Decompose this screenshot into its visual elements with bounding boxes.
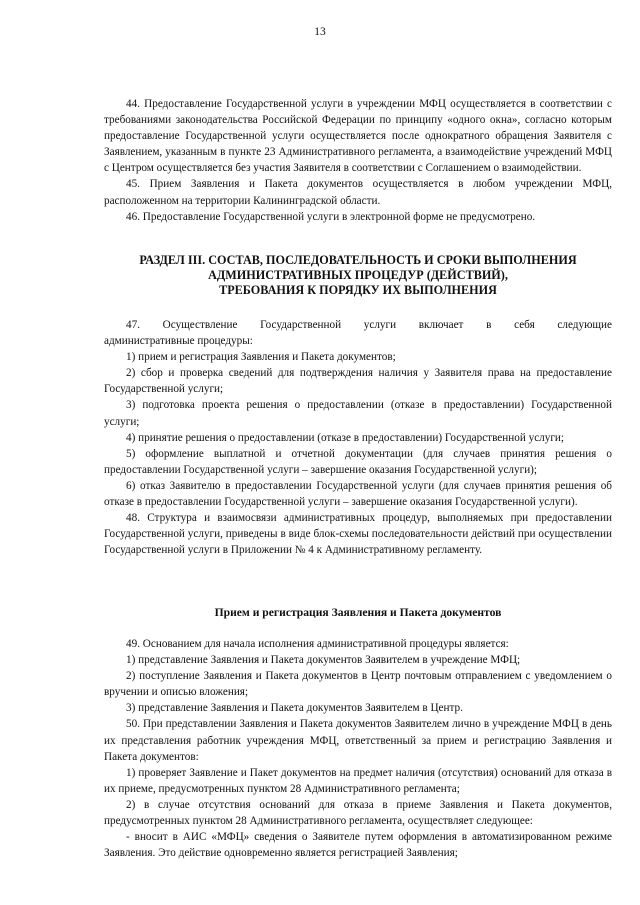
paragraph-45: 45. Прием Заявления и Пакета документов осуществляется в любом учреждении МФЦ, расположенном на территории Калининградской области.: [104, 178, 612, 207]
paragraph-49-item-1: 1) представление Заявления и Пакета документов Заявителем в учреждение МФЦ;: [126, 654, 521, 667]
procedure-item-1: 1) прием и регистрация Заявления и Пакета документов;: [126, 351, 396, 364]
procedure-item-5: 5) оформление выплатной и отчетной документации (для случаев принятия решения о предоставлении Государственной услуги – завершение оказания Государственной услуги);: [104, 447, 612, 476]
paragraph-50-item-2-dash: - вносит в АИС «МФЦ» сведения о Заявителе путем оформления в автоматизированном режиме Заявления. Это действие одновременно является регистрацией Заявления;: [104, 831, 612, 860]
paragraph-47-lead: 47. Осуществление Государственной услуги включает в себя следующие: [126, 319, 612, 331]
paragraph-49: 49. Основанием для начала исполнения административной процедуры является:: [126, 638, 509, 650]
paragraph-44: 44. Предоставление Государственной услуги в учреждении МФЦ осуществляется в соответствии с требованиями законодательства Российской Федерации по принципу «одного окна», согласно которым предоставление Государственной услуги осуществляется после однократного обращения Заявителя с Заявлением, указанным в пункте 23 Административного регламента, а взаимодействие учреждений МФЦ с Центром осуществляется без участия Заявителя в соответствии с Соглашением о взаимодействии.: [104, 98, 612, 175]
paragraph-49-item-2: 2) поступление Заявления и Пакета документов в Центр почтовым отправлением с уведомлением о вручении и описью вложения;: [104, 670, 612, 699]
paragraph-47-lead-cont: административные процедуры:: [104, 335, 253, 348]
section-heading-line-1: РАЗДЕЛ III. СОСТАВ, ПОСЛЕДОВАТЕЛЬНОСТЬ И СРОКИ ВЫПОЛНЕНИЯ: [139, 253, 577, 267]
procedure-item-4: 4) принятие решения о предоставлении (отказе в предоставлении) Государственной услуги;: [126, 431, 565, 444]
procedure-item-2: 2) сбор и проверка сведений для подтверждения наличия у Заявителя права на предоставление Государственной услуги;: [104, 367, 612, 396]
section-heading-line-3: ТРЕБОВАНИЯ К ПОРЯДКУ ИХ ВЫПОЛНЕНИЯ: [219, 283, 497, 297]
paragraph-50-item-2: 2) в случае отсутствия оснований для отказа в приеме Заявления и Пакета документов, предусмотренных пунктом 28 Административного регламента, осуществляет следующее:: [104, 798, 612, 828]
paragraphs-49-50: [104, 636, 612, 861]
paragraphs-47-48: [104, 317, 612, 558]
subsection-heading: Прием и регистрация Заявления и Пакета документов: [214, 606, 502, 619]
paragraph-50: 50. При представлении Заявления и Пакета документов Заявителем лично в учреждение МФЦ в день их представления работник учреждения МФЦ, ответственный за прием и регистрацию Заявления и Пакета документов:: [104, 718, 612, 763]
procedure-item-3: 3) подготовка проекта решения о предоставлении (отказе в предоставлении) Государственной услуги;: [104, 399, 612, 428]
paragraph-49-item-3: 3) представление Заявления и Пакета документов Заявителем в Центр.: [126, 702, 463, 715]
paragraph-46: 46. Предоставление Государственной услуги в электронной форме не предусмотрено.: [126, 210, 536, 223]
paragraphs-44-46: [104, 96, 612, 225]
page-number: 13: [314, 26, 326, 38]
paragraph-50-item-1: 1) проверяет Заявление и Пакет документов на предмет наличия (отсутствия) оснований для отказа в их приеме, предусмотренных пунктом 28 Административного регламента;: [104, 766, 612, 795]
procedure-item-6: 6) отказ Заявителю в предоставлении Государственной услуги (для случаев принятия решения об отказе в предоставлении Государственной услуги – завершение оказания Государственной услуги).: [104, 479, 612, 509]
paragraph-48: 48. Структура и взаимосвязи административных процедур, выполняемых при предоставлении Государственной услуги, приведены в виде блок-схемы последовательности действий при осуществлении Государственной услуги в Приложении № 4 к Административному регламенту.: [104, 512, 612, 557]
section-heading-line-2: АДМИНИСТРАТИВНЫХ ПРОЦЕДУР (ДЕЙСТВИЙ),: [208, 268, 508, 282]
section-heading: [104, 253, 612, 298]
